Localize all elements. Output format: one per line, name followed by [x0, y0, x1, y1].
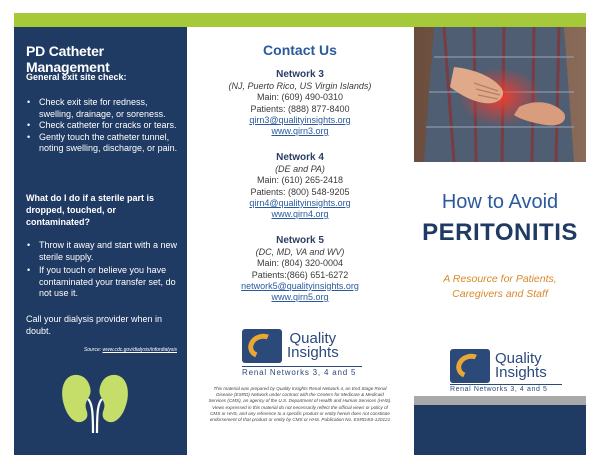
footer-stripe-navy: [414, 405, 586, 455]
panel-title: PD Catheter Management: [26, 43, 110, 75]
source-label: Source:: [83, 347, 102, 353]
logo-divider: [450, 384, 562, 385]
cover-photo: [414, 27, 586, 162]
network-area: (DE and PA): [275, 164, 325, 175]
network-name: Network 5: [276, 235, 324, 246]
middle-panel: [200, 27, 400, 455]
network-email-link[interactable]: network5@qualityinsights.org: [241, 280, 359, 291]
list-item: • Check exit site for redness, swelling, drainage, or soreness.: [26, 97, 184, 120]
call-provider-text: Call your dialysis provider when in doubt.: [26, 314, 163, 336]
funding-disclaimer: This material was prepared by Quality Insights Renal Network 4, an End Stage Renal Disease (ESRD) Network under contract with the Centers for Medicare & Medicaid Services (CMS), an agency of the U.S. Department of Health and Human Services (HHS). Views expressed in this material do not necessarily reflect the official views or policy of CMS or HHS, and any reference to a specific product or entity herein does not constitute endorsement of that product or entity by CMS or HHS. Publication No. ESRD4IS-120121: [208, 386, 392, 423]
network-name: Network 3: [276, 69, 324, 80]
logo-wordmark: [495, 352, 547, 380]
list-item: • If you touch or believe you have contaminated your transfer set, do not use it.: [26, 265, 184, 300]
network-3-contact: [200, 69, 400, 137]
network-web-link[interactable]: www.qirn4.org: [271, 209, 329, 220]
logo-wordmark: [287, 332, 339, 360]
contact-title: Contact Us: [263, 42, 337, 58]
logo-subtitle: Renal Networks 3, 4 and 5: [450, 386, 548, 393]
network-5-contact: [200, 235, 400, 303]
brochure-tagline: [414, 272, 586, 302]
source-link[interactable]: www.cdc.gov/dialysis/infordialysis: [102, 347, 177, 353]
network-main-phone: Main: (609) 490-0310: [256, 92, 344, 103]
top-accent-bar: [14, 13, 586, 27]
logo-line2: Insights: [287, 344, 339, 361]
kidneys-icon: [60, 369, 130, 435]
tagline-line2: Caregivers and Staff: [452, 288, 548, 300]
network-patient-phone: Patients: (888) 877-8400: [250, 103, 350, 114]
logo-divider: [242, 366, 362, 367]
network-main-phone: Main: (610) 265-2418: [256, 175, 344, 186]
network-name: Network 4: [276, 152, 324, 163]
list-item: • Throw it away and start with a new sterile supply.: [26, 240, 184, 263]
quality-insights-logo: [242, 329, 339, 363]
logo-line1: Quality: [289, 330, 337, 347]
network-web-link[interactable]: www.qirn5.org: [271, 292, 329, 303]
sterile-list: [26, 240, 184, 300]
network-patient-phone: Patients:(866) 651-6272: [251, 269, 349, 280]
network-email-link[interactable]: qirn3@qualityinsights.org: [249, 114, 351, 125]
network-area: (NJ, Puerto Rico, US Virgin Islands): [228, 81, 372, 92]
footer-stripe-gray: [414, 396, 586, 405]
network-patient-phone: Patients: (800) 548-9205: [250, 186, 350, 197]
list-item: • Gently touch the catheter tunnel, noting swelling, discharge, or pain.: [26, 132, 184, 155]
sterile-heading: What do I do if a sterile part is dropped, touched, or contaminated?: [26, 193, 155, 227]
network-main-phone: Main: (804) 320-0004: [256, 258, 344, 269]
exit-check-heading: General exit site check:: [26, 72, 127, 82]
source-citation: [84, 347, 177, 353]
brochure-title-line2: PERITONITIS: [422, 219, 578, 246]
quality-insights-logo-icon: [242, 329, 282, 363]
brochure-title-line1: How to Avoid: [441, 191, 559, 213]
exit-check-list: [26, 97, 184, 155]
quality-insights-logo-icon: [450, 349, 490, 383]
network-email-link[interactable]: qirn4@qualityinsights.org: [249, 197, 351, 208]
quality-insights-logo-cover: [450, 349, 547, 383]
tagline-line1: A Resource for Patients,: [443, 273, 557, 285]
logo-line2: Insights: [495, 364, 547, 381]
network-web-link[interactable]: www.qirn3.org: [271, 126, 329, 137]
list-item: • Check catheter for cracks or tears.: [26, 120, 184, 132]
left-panel: [14, 27, 187, 455]
network-area: (DC, MD, VA and WV): [255, 247, 345, 258]
logo-line1: Quality: [495, 350, 542, 367]
abdominal-pain-photo-icon: [414, 27, 586, 162]
network-4-contact: [200, 152, 400, 220]
logo-subtitle: Renal Networks 3, 4 and 5: [242, 368, 357, 377]
